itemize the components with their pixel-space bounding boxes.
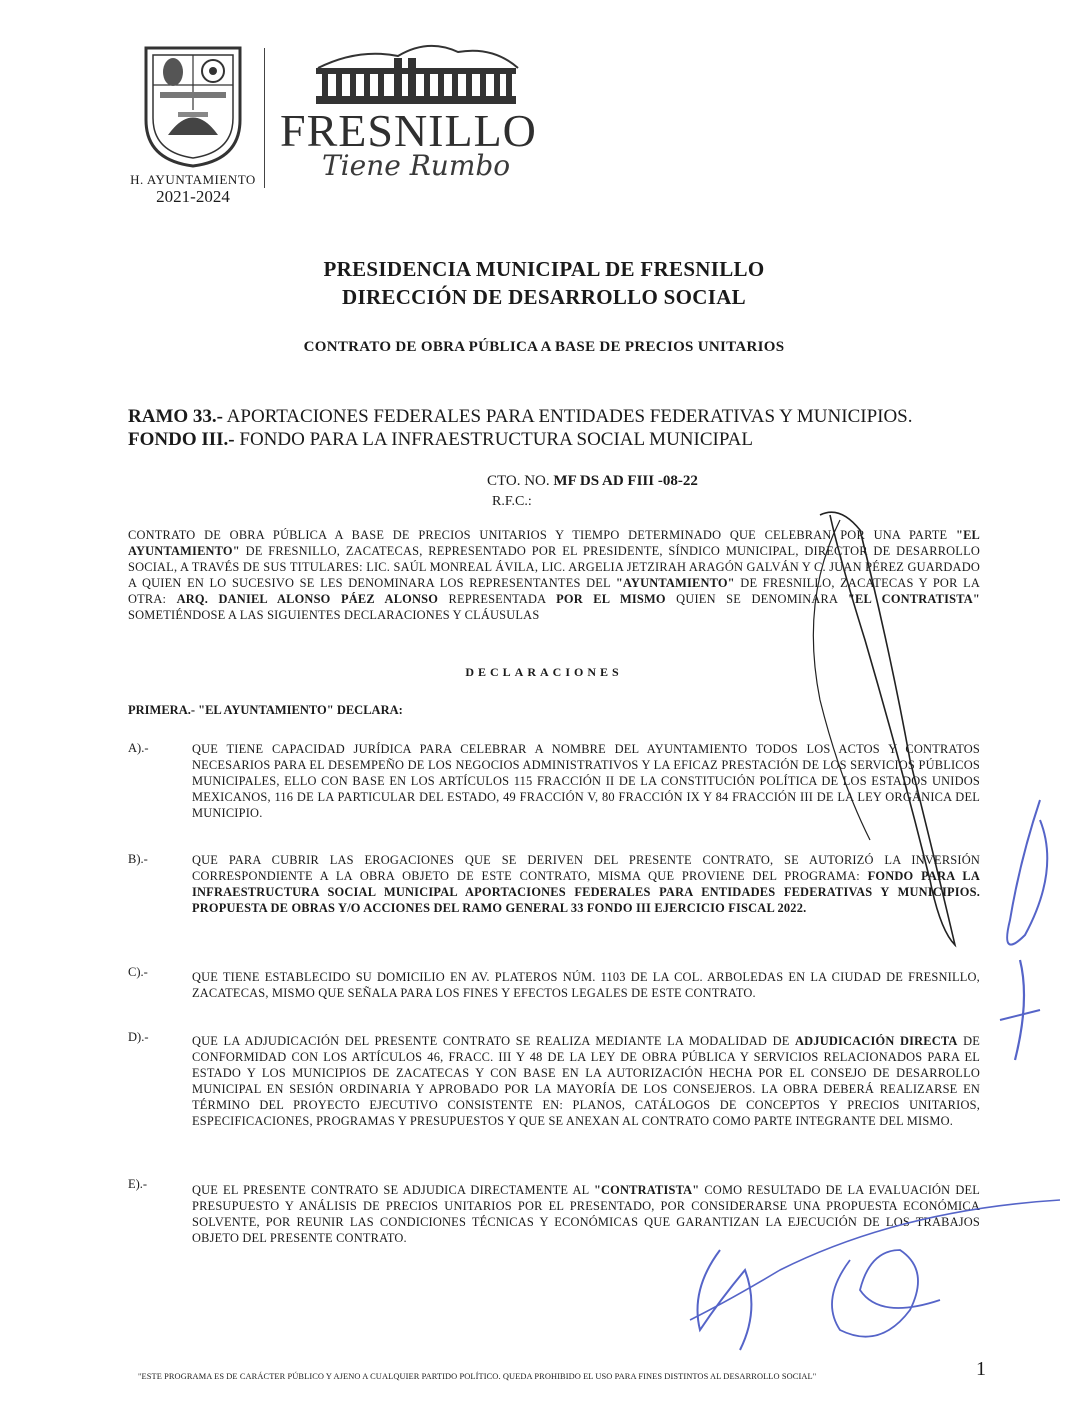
- header-divider: [264, 48, 265, 188]
- intro-text-5: QUIEN SE DENOMINARA: [665, 592, 848, 606]
- item-e-letter: E).-: [128, 1177, 148, 1191]
- intro-bold-5: "EL CONTRATISTA": [847, 592, 980, 606]
- primera-heading: PRIMERA.- "EL AYUNTAMIENTO" DECLARA:: [128, 703, 403, 717]
- ramo-line: [128, 406, 913, 428]
- item-b-letter: B).-: [128, 852, 148, 866]
- item-a-text: QUE TIENE CAPACIDAD JURÍDICA PARA CELEBRAR A NOMBRE DEL AYUNTAMIENTO TODOS LOS ACTOS Y CONTRATOS NECESARIOS PARA EL DESEMPEÑO DE LOS NEGOCIOS ADMINISTRATIVOS Y LA EFICAZ PRESTACIÓN DE LOS SERVICIOS PÚBLICOS MUNICIPALES, ELLO CON BASE EN LOS ARTÍCULOS 115 FRACCIÓN II DE LA CONSTITUCIÓN POLÍTICA DE LOS ESTADOS UNIDOS MEXICANOS, 116 DE LA PARTICULAR DEL ESTADO, 49 FRACCIÓN V, 80 FRACCIÓN IX Y 84 FRACCIÓN III DE LA LEY ORGÁNICA DEL MUNICIPIO.: [192, 742, 980, 820]
- item-e-text-1: QUE EL PRESENTE CONTRATO SE ADJUDICA DIRECTAMENTE AL: [192, 1183, 594, 1197]
- intro-bold-3: ARQ. DANIEL ALONSO PÁEZ ALONSO: [176, 592, 439, 606]
- item-e-bold: "CONTRATISTA": [593, 1183, 700, 1197]
- fondo-text: FONDO PARA LA INFRAESTRUCTURA SOCIAL MUNICIPAL: [234, 429, 753, 450]
- item-b-bold: FONDO PARA LA INFRAESTRUCTURA SOCIAL MUNICIPAL APORTACIONES FEDERALES PARA ENTIDADES FEDERATIVAS Y MUNICIPIOS. PROPUESTA DE OBRAS Y/O ACCIONES DEL RAMO GENERAL 33 FONDO III EJERCICIO FISCAL 2022.: [192, 869, 981, 915]
- intro-text-4: REPRESENTADA: [438, 592, 557, 606]
- cto-label: CTO. NO.: [487, 473, 554, 489]
- cto-number: MF DS AD FIII -08-22: [553, 473, 698, 489]
- item-c-letter: C).-: [128, 965, 148, 979]
- intro-bold-4: POR EL MISMO: [556, 592, 666, 606]
- intro-text-2: DE FRESNILLO, ZACATECAS, REPRESENTADO POR EL PRESIDENTE, SÍNDICO MUNICIPAL, DIRECTOR DE DESARROLLO SOCIAL, A TRAVÉS DE SUS TITULARES: LIC. SAÚL MONREAL ÁVILA, LIC. ARGELIA JETZIRAH ARAGÓN GALVÁN Y C. JUAN PÉREZ GUARDADO A QUIEN EN LO SUCESIVO SE LES DENOMINARA LOS REPRESENTANTES DEL: [128, 544, 980, 590]
- declaraciones-heading: DECLARACIONES: [465, 665, 623, 679]
- item-d-letter: D).-: [128, 1030, 149, 1044]
- intro-bold-2: "AYUNTAMIENTO": [615, 576, 735, 590]
- contract-number-line: [487, 473, 698, 490]
- intro-text-3: DE FRESNILLO, ZACATECAS Y POR LA OTRA:: [128, 576, 980, 606]
- intro-paragraph: [128, 527, 980, 623]
- page-number: 1: [976, 1358, 986, 1380]
- skyline-icon: [298, 38, 528, 108]
- fondo-label: FONDO III.-: [128, 429, 235, 450]
- fresnillo-logo-block: [280, 38, 537, 182]
- fresnillo-tagline: Tiene Rumbo: [322, 149, 511, 182]
- item-d-text: [192, 1033, 980, 1129]
- intro-bold-1: "EL AYUNTAMIENTO": [128, 528, 980, 558]
- ramo-text: APORTACIONES FEDERALES PARA ENTIDADES FEDERATIVAS Y MUNICIPIOS.: [222, 406, 913, 427]
- municipal-seal-block: [128, 40, 258, 207]
- item-b-text: [192, 852, 980, 916]
- rfc-label: R.F.C.:: [492, 494, 532, 509]
- item-b-text-1: QUE PARA CUBRIR LAS EROGACIONES QUE SE DERIVEN DEL PRESENTE CONTRATO, SE AUTORIZÓ LA INVERSIÓN CORRESPONDIENTE A LA OBRA OBJETO DE ESTE CONTRATO, MISMA QUE PROVIENE DEL PROGRAMA:: [192, 853, 980, 883]
- item-d-text-2: DE CONFORMIDAD CON LOS ARTÍCULOS 46, FRACC. III Y 48 DE LA LEY DE OBRA PÚBLICA Y SERVICIOS RELACIONADOS PARA EL ESTADO Y LOS MUNICIPIOS DE ZACATECAS Y CON BASE EN LA AUTORIZACIÓN HECHA POR EL CONSEJO DE DESARROLLO MUNICIPAL EN SESIÓN ORDINARIA Y APROBADO POR LA MAYORÍA DE LOS CONSEJEROS. LA OBRA DEBERÁ REALIZARSE EN TÉRMINO DEL PROYECTO EJECUTIVO CONSISTENTE EN: PLANOS, CATÁLOGOS DE CONCEPTOS Y PRECIOS UNITARIOS, ESPECIFICACIONES, PROGRAMAS Y PRESUPUESTOS Y QUE SE ANEXAN AL CONTRATO COMO PARTE INTEGRANTE DEL MISMO.: [192, 1034, 981, 1128]
- title-direccion: DIRECCIÓN DE DESARROLLO SOCIAL: [342, 285, 746, 309]
- item-c-text: QUE TIENE ESTABLECIDO SU DOMICILIO EN AV. PLATEROS NÚM. 1103 DE LA COL. ARBOLEDAS EN LA CIUDAD DE FRESNILLO, ZACATECAS, MISMO QUE SEÑALA PARA LOS FINES Y EFECTOS LEGALES DE ESTE CONTRATO.: [192, 970, 980, 1000]
- intro-text-6: SOMETIÉNDOSE A LAS SIGUIENTES DECLARACIONES Y CLÁUSULAS: [128, 608, 540, 622]
- fresnillo-wordmark: FRESNILLO: [280, 105, 537, 156]
- municipal-seal-logo: [138, 40, 248, 170]
- fondo-line: [128, 429, 753, 451]
- ayuntamiento-label: H. AYUNTAMIENTO: [130, 172, 256, 187]
- intro-text-1: CONTRATO DE OBRA PÚBLICA A BASE DE PRECIOS UNITARIOS Y TIEMPO DETERMINADO QUE CELEBRAN POR UNA PARTE: [128, 528, 956, 542]
- footer-disclaimer: "ESTE PROGRAMA ES DE CARÁCTER PÚBLICO Y AJENO A CUALQUIER PARTIDO POLÍTICO. QUEDA PROHIBIDO EL USO PARA FINES DISTINTOS AL DESARROLLO SOCIAL": [138, 1372, 817, 1381]
- item-a-letter: A).-: [128, 741, 149, 755]
- item-d-text-1: QUE LA ADJUDICACIÓN DEL PRESENTE CONTRATO SE REALIZA MEDIANTE LA MODALIDAD DE: [192, 1034, 795, 1048]
- ramo-label: RAMO 33.-: [128, 406, 223, 427]
- item-d-bold: ADJUDICACIÓN DIRECTA: [795, 1034, 958, 1048]
- item-e-text: [192, 1182, 980, 1246]
- ayuntamiento-years: 2021-2024: [156, 187, 230, 206]
- title-presidencia: PRESIDENCIA MUNICIPAL DE FRESNILLO: [323, 257, 765, 281]
- title-contrato: CONTRATO DE OBRA PÚBLICA A BASE DE PRECIOS UNITARIOS: [303, 339, 785, 355]
- item-e-text-2: COMO RESULTADO DE LA EVALUACIÓN DEL PRESUPUESTO Y ANÁLISIS DE PRECIOS UNITARIOS POR EL PRESENTADO, POR CONSIDERARSE UNA PROPUESTA ECONÓMICA SOLVENTE, POR REUNIR LAS CONDICIONES TÉCNICAS Y ECONÓMICAS QUE GARANTIZAN LA EJECUCIÓN DE LOS TRABAJOS OBJETO DEL PRESENTE CONTRATO.: [192, 1183, 981, 1245]
